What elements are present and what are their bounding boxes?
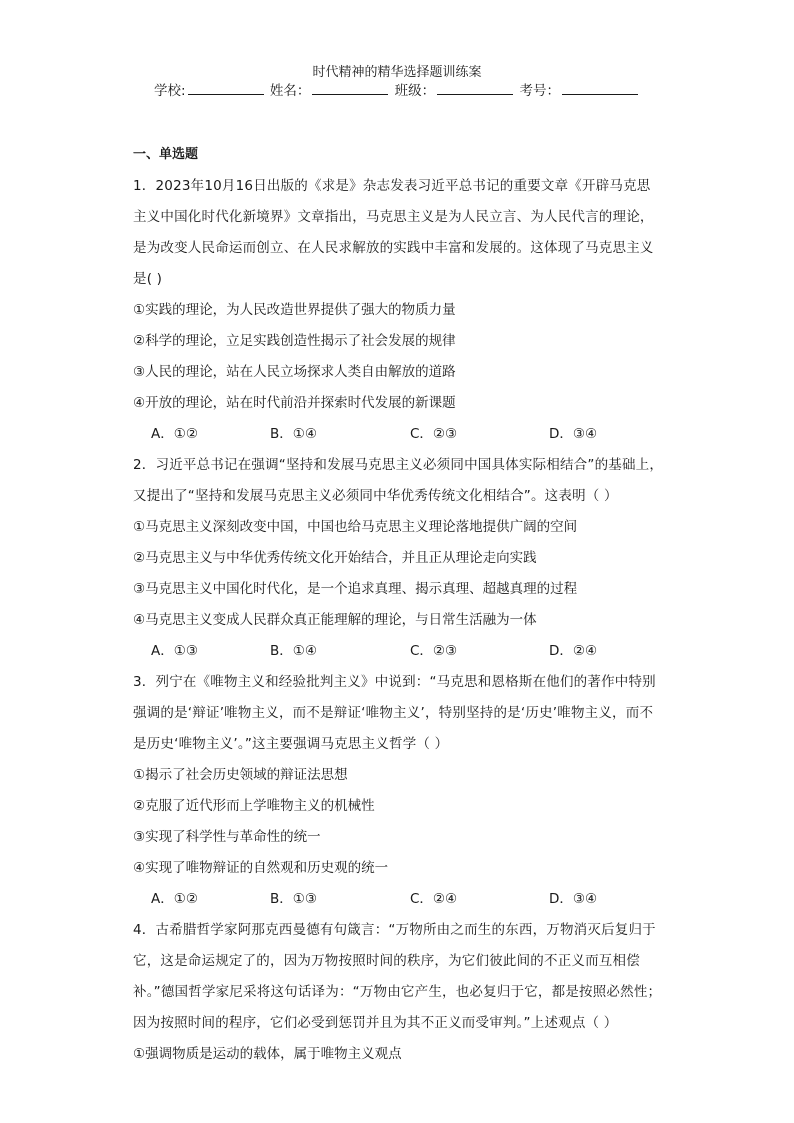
exam-number-label: 考号： (519, 83, 560, 99)
statement-item: ④开放的理论，站在时代前沿并探索时代发展的新课题 (133, 395, 456, 411)
option-a[interactable]: A．①③ (151, 643, 198, 659)
class-label: 班级： (394, 83, 436, 99)
school-blank (188, 82, 264, 95)
statement-item: ③人民的理论，站在人民立场探求人类自由解放的道路 (133, 364, 456, 380)
question-3 (133, 667, 663, 915)
exam-number-blank (562, 82, 638, 95)
statement-item: ①强调物质是运动的载体，属于唯物主义观点 (133, 1046, 402, 1062)
answer-options (133, 636, 663, 667)
section-title: 一、单选题 (133, 147, 199, 162)
question-stem-line: 是( ) (133, 271, 163, 287)
option-a[interactable]: A．①② (151, 891, 198, 907)
statement-item: ①揭示了社会历史领域的辩证法思想 (133, 767, 348, 783)
option-d[interactable]: D．③④ (549, 891, 598, 907)
question-stem-line: 它，这是命运规定了的，因为万物按照时间的秩序，为它们彼此间的不正义而互相偿 (133, 953, 640, 969)
option-b[interactable]: B．①④ (270, 643, 317, 659)
question-stem-line: 4．古希腊哲学家阿那克西曼德有句箴言：“万物所由之而生的东西，万物消灭后复归于 (133, 922, 656, 938)
question-stem-line: 是为改变人民命运而创立、在人民求解放的实践中丰富和发展的。这体现了马克思主义 (133, 240, 654, 256)
school-label: 学校: (154, 83, 186, 99)
name-blank (312, 82, 388, 95)
question-stem-line: 因为按照时间的程序，它们必受到惩罚并且为其不正义而受审判。”上述观点（ ） (133, 1015, 618, 1031)
option-d[interactable]: D．②④ (549, 643, 598, 659)
question-content (133, 146, 663, 1070)
student-info-row (0, 82, 794, 100)
question-stem-line: 2．习近平总书记在强调“坚持和发展马克思主义必须同中国具体实际相结合”的基础上， (133, 457, 663, 473)
statement-item: ②马克思主义与中华优秀传统文化开始结合，并且正从理论走向实践 (133, 550, 537, 566)
option-d[interactable]: D．③④ (549, 426, 598, 442)
option-b[interactable]: B．①④ (270, 426, 317, 442)
question-1 (133, 171, 663, 450)
statement-item: ③马克思主义中国化时代化，是一个追求真理、揭示真理、超越真理的过程 (133, 581, 578, 597)
question-4 (133, 915, 663, 1070)
statement-item: ①实践的理论，为人民改造世界提供了强大的物质力量 (133, 302, 456, 318)
question-2 (133, 450, 663, 667)
statement-item: ④实现了唯物辩证的自然观和历史观的统一 (133, 860, 389, 876)
question-stem-line: 补。”德国哲学家尼采将这句话译为：“万物由它产生，也必复归于它，都是按照必然性； (133, 984, 662, 1000)
option-a[interactable]: A．①② (151, 426, 198, 442)
question-stem-line: 3．列宁在《唯物主义和经验批判主义》中说到：“马克思和恩格斯在他们的著作中特别 (133, 674, 656, 690)
statement-item: ②科学的理论，立足实践创造性揭示了社会发展的规律 (133, 333, 456, 349)
statement-item: ④马克思主义变成人民群众真正能理解的理论，与日常生活融为一体 (133, 612, 537, 628)
option-b[interactable]: B．①③ (270, 891, 317, 907)
option-c[interactable]: C．②③ (410, 643, 458, 659)
document-title: 时代精神的精华选择题训练案 (312, 65, 482, 80)
class-blank (437, 82, 513, 95)
answer-options (133, 884, 663, 915)
question-stem-line: 是历史‘唯物主义’。”这主要强调马克思主义哲学（ ） (133, 736, 449, 752)
question-stem-line: 主义中国化时代化新境界》文章指出，马克思主义是为人民立言、为人民代言的理论， (133, 209, 654, 225)
name-label: 姓名： (269, 83, 311, 99)
option-c[interactable]: C．②④ (410, 891, 458, 907)
option-c[interactable]: C．②③ (410, 426, 458, 442)
statement-item: ①马克思主义深刻改变中国，中国也给马克思主义理论落地提供广阔的空间 (133, 519, 578, 535)
question-stem-line: 强调的是‘辩证’唯物主义，而不是辩证‘唯物主义’，特别坚持的是‘历史’唯物主义，而不 (133, 705, 654, 721)
answer-options (133, 419, 663, 450)
question-stem-line: 1．2023年10月16日出版的《求是》杂志发表习近平总书记的重要文章《开辟马克思 (133, 178, 651, 194)
statement-item: ②克服了近代形而上学唯物主义的机械性 (133, 798, 375, 814)
question-stem-line: 又提出了“坚持和发展马克思主义必须同中华优秀传统文化相结合”。这表明（ ） (133, 488, 618, 504)
statement-item: ③实现了科学性与革命性的统一 (133, 829, 321, 845)
